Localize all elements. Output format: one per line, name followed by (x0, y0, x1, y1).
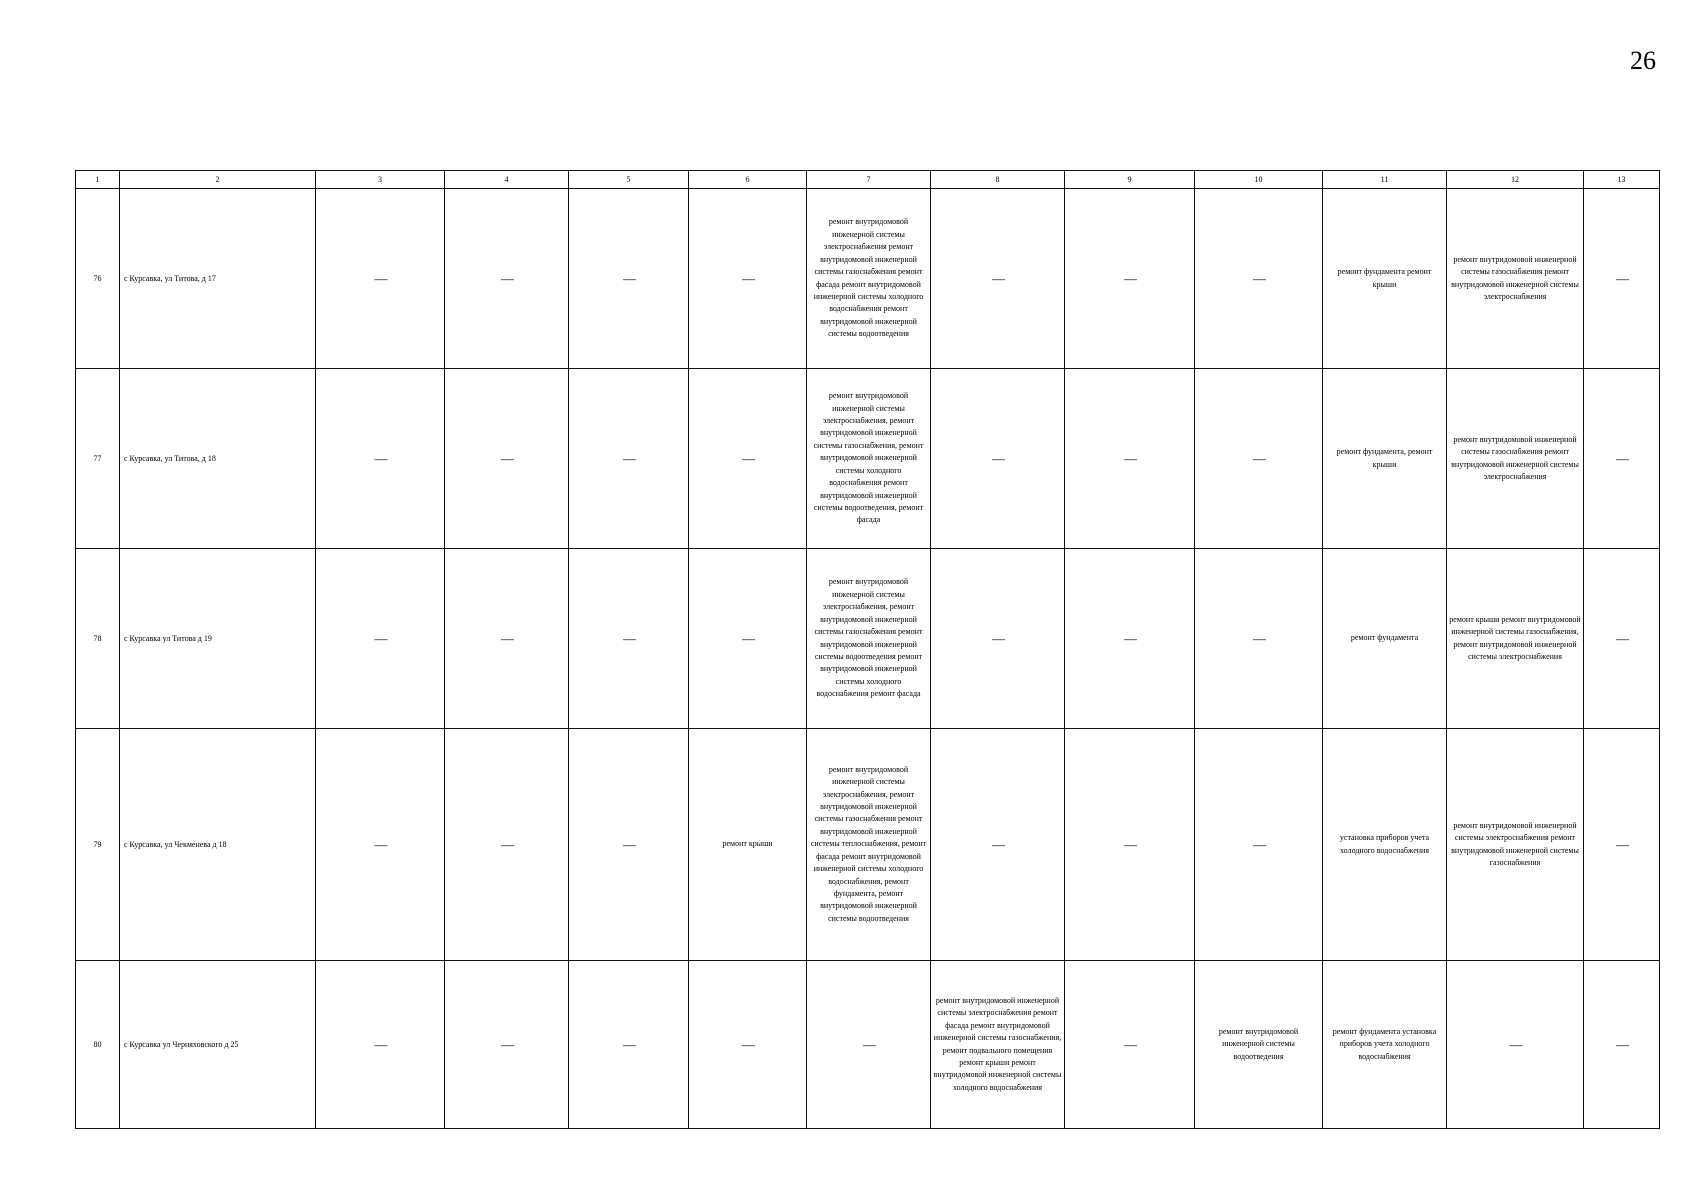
table-cell: — (1195, 729, 1323, 961)
table-cell: ремонт крыши ремонт внутридомовой инженерной системы газоснабжения, ремонт внутридомовой инженерной системы электроснабжения (1447, 549, 1584, 729)
table-cell: — (316, 729, 445, 961)
table-row (76, 189, 1660, 369)
column-header: 2 (120, 171, 316, 189)
row-number: 77 (76, 369, 120, 549)
table-cell: — (1065, 369, 1195, 549)
table-cell: — (316, 369, 445, 549)
table-cell: ремонт внутридомовой инженерной системы электроснабжения ремонт внутридомовой инженерной системы газоснабжения (1447, 729, 1584, 961)
table-cell: — (689, 189, 807, 369)
table-cell: — (807, 961, 931, 1129)
table-cell: ремонт крыши (689, 729, 807, 961)
table-cell: — (1447, 961, 1584, 1129)
repair-schedule-table (75, 170, 1660, 1129)
table-cell: — (1065, 189, 1195, 369)
table-cell: ремонт внутридомовой инженерной системы водоотведения (1195, 961, 1323, 1129)
column-header: 9 (1065, 171, 1195, 189)
table-row (76, 549, 1660, 729)
table-cell: — (445, 549, 569, 729)
column-number-header-row (76, 171, 1660, 189)
table-cell: — (569, 729, 689, 961)
table-cell: ремонт внутридомовой инженерной системы электроснабжения, ремонт внутридомовой инженерной системы газоснабжения ремонт внутридомовой инженерной системы теплоснабжения, ремонт фасада ремонт внутридомовой инженерной системы холодного водоснабжения, ремонт фундамента, ремонт внутридомовой инженерной системы водоотведения (807, 729, 931, 961)
table-row (76, 729, 1660, 961)
table-cell: — (316, 189, 445, 369)
table-cell: — (445, 189, 569, 369)
table-cell: — (445, 729, 569, 961)
table-row (76, 369, 1660, 549)
table-cell: — (931, 729, 1065, 961)
column-header: 4 (445, 171, 569, 189)
row-number: 79 (76, 729, 120, 961)
column-header: 6 (689, 171, 807, 189)
table-cell: ремонт фундамента ремонт крыши (1323, 189, 1447, 369)
table-cell: — (569, 369, 689, 549)
table-cell: — (1065, 961, 1195, 1129)
table-cell: ремонт фундамента, ремонт крыши (1323, 369, 1447, 549)
table-cell: — (1195, 189, 1323, 369)
table-cell: — (445, 961, 569, 1129)
column-header: 8 (931, 171, 1065, 189)
table-cell: ремонт внутридомовой инженерной системы электроснабжения, ремонт внутридомовой инженерной системы газоснабжения, ремонт внутридомовой инженерной системы холодного водоснабжения ремонт внутридомовой инженерной системы водоотведения, ремонт фасада (807, 369, 931, 549)
table-cell: ремонт внутридомовой инженерной системы электроснабжения, ремонт внутридомовой инженерной системы газоснабжения ремонт внутридомовой инженерной системы водоотведения ремонт внутридомовой инженерной системы холодного водоснабжения ремонт фасада (807, 549, 931, 729)
table-cell: ремонт внутридомовой инженерной системы газоснабжения ремонт внутридомовой инженерной системы электроснабжения (1447, 189, 1584, 369)
row-number: 78 (76, 549, 120, 729)
row-number: 80 (76, 961, 120, 1129)
column-header: 11 (1323, 171, 1447, 189)
table-cell: ремонт внутридомовой инженерной системы электроснабжения ремонт внутридомовой инженерной системы газоснабжения ремонт фасада ремонт внутридомовой инженерной системы холодного водоснабжения ремонт внутридомовой инженерной системы водоотведения (807, 189, 931, 369)
table-cell: — (689, 961, 807, 1129)
column-header: 5 (569, 171, 689, 189)
table-cell: — (1065, 729, 1195, 961)
column-header: 3 (316, 171, 445, 189)
table-cell: — (1195, 549, 1323, 729)
address-cell: с Курсавка ул Титова д 19 (120, 549, 316, 729)
address-cell: с Курсавка, ул Титова, д 17 (120, 189, 316, 369)
row-number: 76 (76, 189, 120, 369)
address-cell: с Курсавка, ул Чекменева д 18 (120, 729, 316, 961)
table-row (76, 961, 1660, 1129)
table-cell: установка приборов учета холодного водоснабжения (1323, 729, 1447, 961)
table-cell: — (569, 549, 689, 729)
column-header: 12 (1447, 171, 1584, 189)
table-cell: — (931, 549, 1065, 729)
table-cell: — (1584, 369, 1660, 549)
column-header: 10 (1195, 171, 1323, 189)
address-cell: с Курсавка, ул Титова, д 18 (120, 369, 316, 549)
table-cell: — (569, 961, 689, 1129)
column-header: 7 (807, 171, 931, 189)
address-cell: с Курсавка ул Черняховского д 25 (120, 961, 316, 1129)
table-cell: ремонт фундамента (1323, 549, 1447, 729)
column-header: 13 (1584, 171, 1660, 189)
table-cell: — (1195, 369, 1323, 549)
table-cell: — (316, 549, 445, 729)
table-cell: — (689, 369, 807, 549)
table-cell: — (445, 369, 569, 549)
table-cell: — (1584, 961, 1660, 1129)
table-cell: — (569, 189, 689, 369)
table-cell: ремонт фундамента установка приборов учета холодного водоснабжения (1323, 961, 1447, 1129)
table-cell: — (1584, 549, 1660, 729)
table-cell: — (689, 549, 807, 729)
table-cell: — (316, 961, 445, 1129)
column-header: 1 (76, 171, 120, 189)
page-number: 26 (1630, 46, 1656, 75)
table-cell: — (1584, 189, 1660, 369)
table-cell: ремонт внутридомовой инженерной системы газоснабжения ремонт внутридомовой инженерной системы электроснабжения (1447, 369, 1584, 549)
table-cell: — (931, 189, 1065, 369)
table-cell: — (1065, 549, 1195, 729)
table-cell: ремонт внутридомовой инженерной системы электроснабжения ремонт фасада ремонт внутридомовой инженерной системы газоснабжения, ремонт подвального помещения ремонт крыши ремонт внутридомовой инженерной системы холодного водоснабжения (931, 961, 1065, 1129)
table-cell: — (1584, 729, 1660, 961)
table-cell: — (931, 369, 1065, 549)
